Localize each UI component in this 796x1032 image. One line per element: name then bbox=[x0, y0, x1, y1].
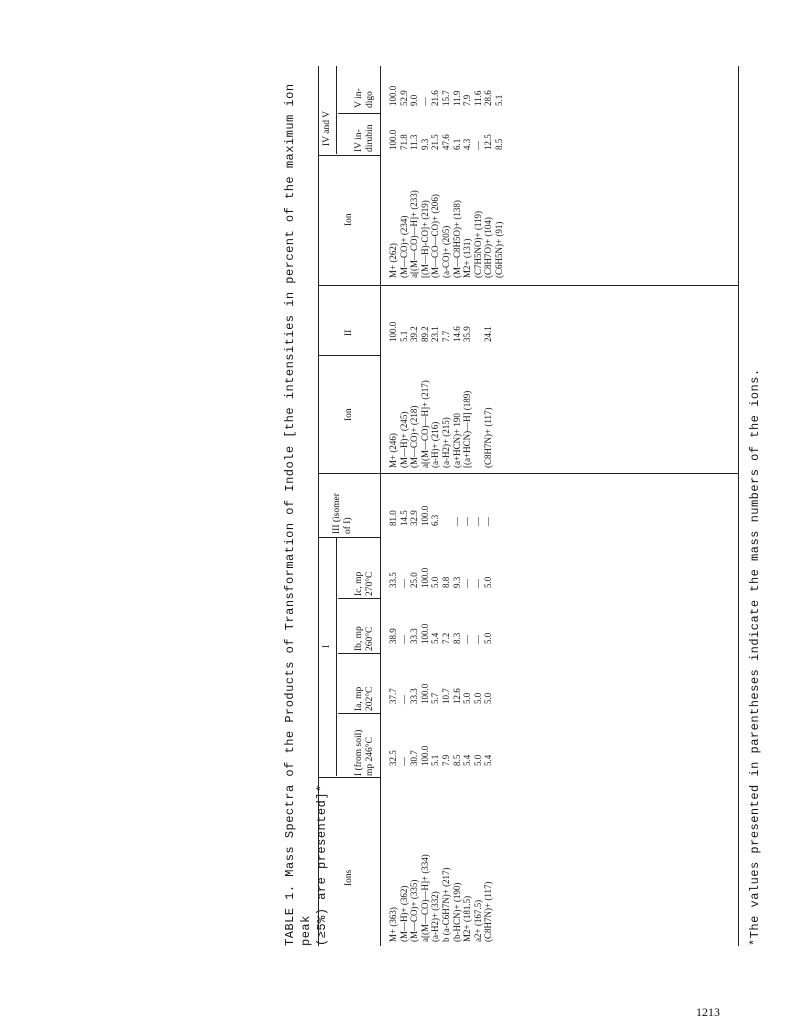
col-sep bbox=[318, 285, 738, 286]
table-cell: 5.4 bbox=[483, 754, 494, 766]
table-cell: 8.8 bbox=[440, 576, 451, 588]
col-sep bbox=[318, 473, 738, 474]
table-cell: — bbox=[451, 517, 462, 526]
table-cell: (C8H7N)+ (117) bbox=[483, 407, 494, 468]
table-cell: (b-HCN)+ (190) bbox=[451, 882, 462, 942]
table-cell: (a-H2)+ (332) bbox=[430, 891, 441, 942]
table-cell bbox=[473, 322, 484, 342]
table-cell: 71.8 bbox=[398, 134, 409, 150]
table-cell: 5.7 bbox=[430, 692, 441, 704]
table-cell: 5.4 bbox=[430, 632, 441, 644]
table-cell: (C7H5NO)+ (119) bbox=[472, 211, 483, 278]
header-group-i-rule bbox=[336, 538, 337, 776]
col-ion-ii bbox=[388, 380, 494, 468]
table-cell: 38.9 bbox=[388, 628, 398, 644]
table-cell: — bbox=[419, 97, 430, 106]
header-iv bbox=[354, 125, 376, 152]
table-cell: 5.1 bbox=[430, 754, 441, 766]
table-cell: 4.3 bbox=[462, 138, 473, 150]
col-ic bbox=[388, 568, 494, 588]
col-sep bbox=[318, 355, 380, 356]
table-cell: 32.5 bbox=[388, 750, 398, 766]
table-cell: 47.6 bbox=[440, 134, 451, 150]
header-iv-line2: dirubin bbox=[365, 124, 375, 152]
table-cell: 100.0 bbox=[388, 129, 398, 150]
table-cell: 32.9 bbox=[409, 510, 420, 526]
table-cell: — bbox=[472, 141, 483, 150]
table-cell: 5.0 bbox=[483, 692, 494, 704]
table-cell: — bbox=[462, 517, 473, 526]
col-ii bbox=[388, 322, 494, 342]
header-iii bbox=[332, 493, 354, 534]
table-cell: (M—C8H5O)+ (138) bbox=[451, 200, 462, 278]
table-cell: — bbox=[472, 579, 483, 588]
table-cell: M2+ (131) bbox=[462, 238, 473, 278]
table-cell: 25.0 bbox=[409, 572, 420, 588]
table-cell: (a+HCN)+ 190 bbox=[451, 413, 462, 468]
col-iii bbox=[388, 506, 494, 526]
bottom-rule bbox=[738, 66, 739, 946]
col-iv bbox=[388, 130, 505, 150]
header-i-soil bbox=[354, 730, 376, 776]
table-cell: 81.0 bbox=[388, 510, 398, 526]
table-cell: 5.0 bbox=[462, 692, 473, 704]
table-cell: 5.0 bbox=[472, 692, 483, 704]
table-cell: 30.7 bbox=[409, 750, 420, 766]
table-cell: 100.0 bbox=[419, 623, 430, 644]
table-cell: (M—CO—CO)+ (206) bbox=[430, 194, 441, 278]
col-v bbox=[388, 86, 505, 106]
table-cell: 5.0 bbox=[483, 576, 494, 588]
table-cell: 9.3 bbox=[451, 576, 462, 588]
header-i-soil-line1: I (from soil) bbox=[354, 729, 364, 776]
page-number: 1213 bbox=[696, 1005, 720, 1019]
table-cell: — bbox=[398, 695, 409, 704]
col-ia bbox=[388, 684, 494, 704]
col-i-soil bbox=[388, 746, 494, 766]
table-cell: 5.1 bbox=[493, 94, 504, 106]
col-sep bbox=[338, 598, 380, 599]
table-cell: 5.0 bbox=[430, 576, 441, 588]
table-cell: (M—H)+ (245) bbox=[398, 411, 409, 468]
table-cell: 100.0 bbox=[419, 683, 430, 704]
col-sep bbox=[318, 537, 380, 538]
table-cell: (C8H7O)+ (104) bbox=[483, 217, 494, 278]
table-cell: — bbox=[472, 517, 483, 526]
table-cell: 11.6 bbox=[472, 90, 483, 106]
table-cell: 21.5 bbox=[430, 134, 441, 150]
header-ia-line1: Ia, mp bbox=[354, 686, 364, 711]
table-cell: — bbox=[472, 635, 483, 644]
table-cell: 100.0 bbox=[419, 745, 430, 766]
col-ib bbox=[388, 624, 494, 644]
header-iii-line2: of I) bbox=[343, 517, 353, 534]
header-rule bbox=[380, 66, 381, 946]
table-cell: M+ (246) bbox=[388, 433, 398, 468]
table-cell: (M—CO)+ (335) bbox=[409, 879, 420, 942]
header-ion-iv: Ion bbox=[344, 213, 354, 226]
header-v-line1: V in- bbox=[354, 88, 364, 108]
col-sep bbox=[338, 653, 380, 654]
table-cell: 14.6 bbox=[451, 326, 462, 342]
table-cell: 11.9 bbox=[451, 90, 462, 106]
header-i-soil-line2: mp 246°C bbox=[365, 737, 375, 776]
table-cell: a[(M—CO)—H]+ (233) bbox=[409, 190, 420, 278]
table-cell: (a-H)+ (216) bbox=[430, 421, 441, 468]
table-cell: 5.0 bbox=[483, 632, 494, 644]
table-cell: [(M—H)-CO]+ (219) bbox=[419, 200, 430, 278]
col-ions bbox=[388, 854, 494, 942]
caption-line-2: (≥5%) are presented]* bbox=[315, 784, 329, 946]
table-cell: 100.0 bbox=[419, 567, 430, 588]
table-cell: a[(M—CO)—H]+ (334) bbox=[419, 854, 430, 942]
table-cell: — bbox=[398, 635, 409, 644]
header-v-line2: digo bbox=[365, 91, 375, 108]
table-cell: 8.5 bbox=[493, 138, 504, 150]
table-cell: 33.3 bbox=[409, 688, 420, 704]
table-cell: a2+ (167.5) bbox=[472, 899, 483, 942]
header-iii-line1: III (isomer bbox=[332, 493, 342, 534]
header-v bbox=[354, 88, 376, 108]
table-cell bbox=[441, 506, 452, 526]
table-cell: 100.0 bbox=[388, 321, 398, 342]
table-cell: 24.1 bbox=[483, 326, 494, 342]
table-cell: 5.1 bbox=[398, 330, 409, 342]
table-cell: 35.9 bbox=[462, 326, 473, 342]
table-cell: (a-H2)+ (215) bbox=[440, 417, 451, 468]
table-cell: 7.9 bbox=[462, 94, 473, 106]
table-cell: 14.5 bbox=[398, 510, 409, 526]
table-cell bbox=[473, 380, 484, 468]
table-cell: (M—CO)+ (234) bbox=[398, 215, 409, 278]
table-cell: (a-CO)+ (205) bbox=[440, 225, 451, 278]
header-ions: Ions bbox=[344, 869, 354, 886]
table-cell: 100.0 bbox=[419, 505, 430, 526]
table-cell: 11.3 bbox=[409, 134, 420, 150]
table-cell: 7.2 bbox=[440, 632, 451, 644]
table-cell: 39.2 bbox=[409, 326, 420, 342]
table-cell: 6.3 bbox=[430, 514, 441, 526]
table-cell: 15.7 bbox=[440, 90, 451, 106]
table-cell: — bbox=[398, 757, 409, 766]
table-cell: 52.9 bbox=[398, 90, 409, 106]
top-rule bbox=[318, 66, 319, 946]
table-cell: 33.5 bbox=[388, 572, 398, 588]
table-cell: 37.7 bbox=[388, 688, 398, 704]
header-ic bbox=[354, 572, 376, 596]
col-sep bbox=[318, 777, 380, 778]
table-cell: 6.1 bbox=[451, 138, 462, 150]
header-iv-line1: IV in- bbox=[354, 129, 364, 152]
table-cell: — bbox=[462, 579, 473, 588]
table-cell: 10.7 bbox=[440, 688, 451, 704]
table-cell: M+ (262) bbox=[388, 243, 398, 278]
table-cell: — bbox=[462, 635, 473, 644]
header-iv-v: IV and V bbox=[322, 110, 332, 146]
table-cell: 12.6 bbox=[451, 688, 462, 704]
footnote: *The values presented in parentheses indicate the mass numbers of the ions. bbox=[748, 368, 762, 946]
table-cell: 5.4 bbox=[462, 754, 473, 766]
header-ii: II bbox=[344, 329, 354, 336]
table-cell: (M—H)+ (362) bbox=[398, 885, 409, 942]
table-cell: 7.9 bbox=[440, 754, 451, 766]
table-cell: a[(M—CO)—H]+ (217) bbox=[419, 380, 430, 468]
header-ion-ii: Ion bbox=[344, 408, 354, 421]
table-cell: (M—CO)+ (218) bbox=[409, 405, 420, 468]
rotated-table-page bbox=[252, 66, 772, 966]
table-cell: M2+ (181.5) bbox=[462, 895, 473, 942]
table-cell: M+ (363) bbox=[388, 907, 398, 942]
table-cell: 100.0 bbox=[388, 85, 398, 106]
table-cell: (C8H7N)+ (117) bbox=[483, 881, 494, 942]
table-cell: 5.0 bbox=[472, 754, 483, 766]
header-ia-line2: 202°C bbox=[365, 686, 375, 711]
table-cell: [(a+HCN)—H] (189) bbox=[462, 390, 473, 468]
table-cell: 89.2 bbox=[419, 326, 430, 342]
table-cell: 28.6 bbox=[483, 90, 494, 106]
table-cell: — bbox=[398, 579, 409, 588]
table-cell: 21.6 bbox=[430, 90, 441, 106]
col-sep bbox=[318, 155, 380, 156]
table-cell: b (a-C6H7N)+ (217) bbox=[440, 867, 451, 942]
table-cell: 9.3 bbox=[419, 138, 430, 150]
table-cell: — bbox=[483, 517, 494, 526]
table-cell: 7.7 bbox=[440, 330, 451, 342]
table-cell: (C6H5N)+ (91) bbox=[493, 221, 504, 278]
table-caption bbox=[282, 66, 330, 946]
table-cell: 33.3 bbox=[409, 628, 420, 644]
header-ib-line1: Ib, mp bbox=[354, 626, 364, 651]
col-sep bbox=[338, 113, 380, 114]
header-iv-v-rule bbox=[336, 66, 337, 154]
caption-line-1: TABLE 1. Mass Spectra of the Products of Transformation of Indole [the intensities in percent of the maximum ion peak bbox=[283, 83, 313, 946]
header-ib bbox=[354, 626, 376, 651]
header-ic-line2: 270°C bbox=[365, 571, 375, 596]
table-cell: 23.1 bbox=[430, 326, 441, 342]
col-sep bbox=[338, 713, 380, 714]
col-ion-iv bbox=[388, 190, 505, 278]
table-cell: 12.5 bbox=[483, 134, 494, 150]
table-cell: 9.0 bbox=[409, 94, 420, 106]
header-ic-line1: Ic, mp bbox=[354, 571, 364, 596]
header-ia bbox=[354, 687, 376, 711]
table-cell: 8.3 bbox=[451, 632, 462, 644]
header-ib-line2: 260°C bbox=[365, 626, 375, 651]
header-group-i: I bbox=[322, 644, 332, 648]
table-cell: 8.5 bbox=[451, 754, 462, 766]
